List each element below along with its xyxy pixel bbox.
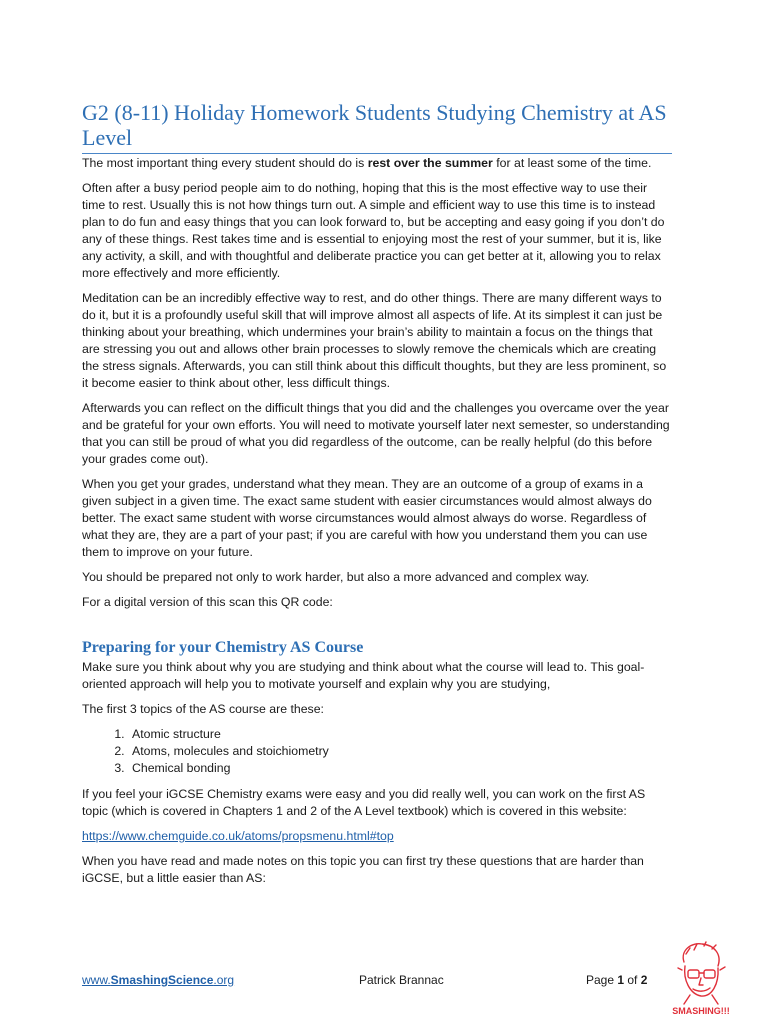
website-link[interactable]	[82, 972, 234, 988]
intro-paragraph	[82, 155, 672, 172]
topics-list	[82, 726, 672, 777]
paragraph-questions: When you have read and made notes on this topic you can first try these questions that are harder than iGCSE, but a little easier than AS:	[82, 854, 644, 885]
page-title: G2 (8-11) Holiday Homework Students Studying Chemistry at AS Level	[82, 100, 672, 154]
list-item: 2. Atoms, molecules and stoichiometry	[128, 743, 672, 760]
page-label: Page	[586, 973, 618, 987]
paragraph-goal: Make sure you think about why you are studying and think about what the course will lead to. This goal-oriented approach will help you to motivate yourself and explain why you are studying,	[82, 660, 645, 691]
link-paragraph	[82, 828, 672, 845]
website-prefix: www.	[82, 973, 111, 987]
website-suffix: .org	[213, 973, 235, 987]
paragraph-rest: Often after a busy period people aim to do nothing, hoping that this is the most effective way to use their time to rest. Usually this is not how things turn out. A simple and efficient way to use this time is to instead plan to do fun and easy things that you can look forward to, but be accepting and easy going if you don’t do any of these things. Rest takes time and is essential to enjoying most the rest of your summer, but it is, like any activity, a skill, and with thoughtful and deliberate practice you can get better at it, allowing you to relax more effectively and more efficiently.	[82, 181, 665, 280]
page-number	[586, 972, 647, 988]
paragraph-topics-intro: The first 3 topics of the AS course are these:	[82, 702, 324, 716]
page-current: 1	[617, 973, 625, 987]
document-body	[82, 155, 672, 895]
paragraph-qr: For a digital version of this scan this QR code:	[82, 595, 333, 609]
paragraph-reflect: Afterwards you can reflect on the difficult things that you did and the challenges you overcame over the year and be grateful for your own efforts. You will need to motivate yourself later next semester, so understanding that you can still be proud of what you did regardless of the outcome, can be really helpful (do this before your grades come out).	[82, 401, 670, 466]
author-name: Patrick Brannac	[359, 973, 444, 987]
paragraph-meditation: Meditation can be an incredibly effective way to rest, and do other things. There are many different ways to do it, but it is a profoundly useful skill that will improve almost all aspects of life. At its simplest it can just be thinking about your breathing, which undermines your brain’s ability to maintain a focus on the things that are stressing you out and allows other brain processes to slowly remove the chemicals which are creating the stress signals. Afterwards, you can still think about this difficult thoughts, but they are less prominent, so it become easier to think about other, less difficult things.	[82, 291, 667, 390]
paragraph-prepared: You should be prepared not only to work harder, but also a more advanced and complex way.	[82, 570, 590, 584]
list-item: 3. Chemical bonding	[128, 760, 672, 777]
intro-text-end: for at least some of the time.	[492, 156, 652, 170]
paragraph-igcse: If you feel your iGCSE Chemistry exams were easy and you did really well, you can work on the first AS topic (which is covered in Chapters 1 and 2 of the A Level textbook) which is covered in this website:	[82, 787, 646, 818]
list-item: 1. Atomic structure	[128, 726, 672, 743]
intro-emphasis: rest over the summer	[367, 156, 493, 170]
logo-text: SMASHING!!!	[672, 1006, 730, 1016]
smashing-science-logo	[670, 940, 732, 1018]
website-name: SmashingScience	[110, 973, 214, 987]
intro-text: The most important thing every student should do is	[82, 156, 368, 170]
section-heading: Preparing for your Chemistry AS Course	[82, 639, 364, 656]
page-of: of	[624, 973, 641, 987]
page-total: 2	[640, 973, 648, 987]
paragraph-grades: When you get your grades, understand what they mean. They are an outcome of a group of exams in a given subject in a given time. The exact same student with easier circumstances would almost always do better. The exact same student with worse circumstances would almost always do worse. Regardless of what they are, they are a part of your past; if you are careful with how you understand them you can use them to improve on your future.	[82, 477, 652, 559]
chemguide-link[interactable]: https://www.chemguide.co.uk/atoms/propsmenu.html#top	[82, 829, 394, 843]
